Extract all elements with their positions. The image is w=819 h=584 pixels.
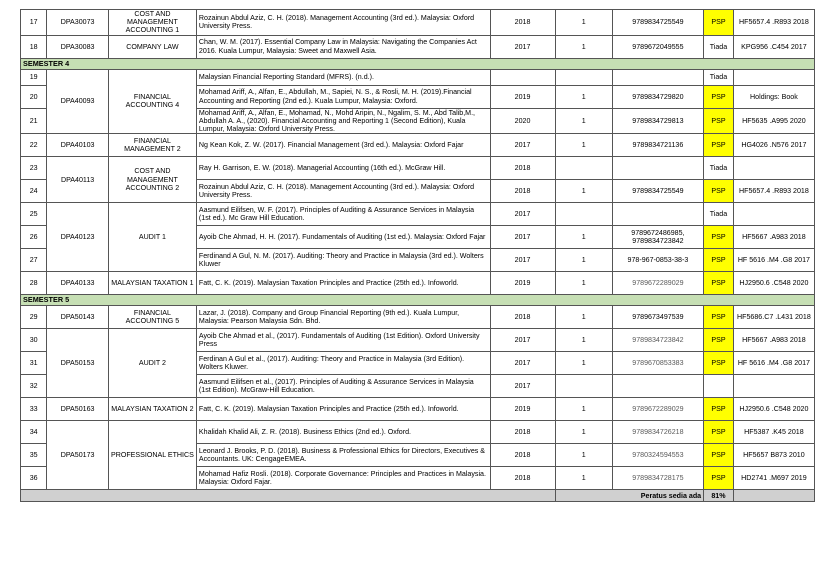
status-badge: PSP [704,444,734,467]
status-badge: PSP [704,226,734,249]
course-name: FINANCIAL ACCOUNTING 5 [108,306,196,329]
year: 2017 [490,226,555,249]
year: 2018 [490,306,555,329]
row-number: 25 [21,203,47,226]
status-badge: PSP [704,249,734,272]
isbn: 9789670853383 [612,352,703,375]
table-row [21,10,815,36]
course-name: MALAYSIAN TAXATION 1 [108,272,196,295]
course-code: DPA50173 [47,421,109,490]
row-number: 23 [21,157,47,180]
isbn: 9789834725549 [612,10,703,36]
row-number: 31 [21,352,47,375]
call-number [733,375,814,398]
table-row [21,398,815,421]
reference-text: Rozainun Abdul Aziz, C. H. (2018). Management Accounting (3rd ed.). Malaysia: Oxford University Press. [196,180,490,203]
year: 2017 [490,134,555,157]
quantity: 1 [555,272,612,295]
call-number: HD2741 .M697 2019 [733,467,814,490]
isbn: 9789834723842 [612,329,703,352]
course-code: DPA40113 [47,157,109,203]
reference-text: Ayoib Che Ahmad, H. H. (2017). Fundamentals of Auditing (1st ed.). Malaysia: Oxford Fajar [196,226,490,249]
status-badge: PSP [704,467,734,490]
call-number [733,203,814,226]
quantity [555,203,612,226]
call-number: HF5635 .A995 2020 [733,108,814,134]
isbn: 9789672289029 [612,398,703,421]
status-badge: Tiada [704,157,734,180]
isbn: 9789834725549 [612,180,703,203]
call-number [733,69,814,85]
call-number: HF5686.C7 .L431 2018 [733,306,814,329]
quantity: 1 [555,180,612,203]
reference-text: Fatt, C. K. (2019). Malaysian Taxation Principles and Practice (25th ed.). Infoworld. [196,398,490,421]
course-name: COST AND MANAGEMENT ACCOUNTING 1 [108,10,196,36]
row-number: 26 [21,226,47,249]
quantity: 1 [555,329,612,352]
row-number: 24 [21,180,47,203]
row-number: 20 [21,85,47,108]
year: 2018 [490,467,555,490]
call-number [733,157,814,180]
call-number: KPG956 .C454 2017 [733,35,814,58]
call-number: HF5387 .K45 2018 [733,421,814,444]
status-badge: PSP [704,398,734,421]
reference-text: Ayoib Che Ahmad et al., (2017). Fundamentals of Auditing (1st Edition). Oxford University Press [196,329,490,352]
availability-label: Peratus sedia ada [555,490,704,502]
call-number: HG4026 .N576 2017 [733,134,814,157]
isbn: 9789834729820 [612,85,703,108]
quantity [555,157,612,180]
isbn: 9789834729813 [612,108,703,134]
course-name: MALAYSIAN TAXATION 2 [108,398,196,421]
status-badge: Tiada [704,35,734,58]
course-name: FINANCIAL ACCOUNTING 4 [108,69,196,134]
reference-text: Aasmund Eilifsen et al., (2017). Principles of Auditing & Assurance Services in Malaysia (1st Edition). McGraw-Hill Education. [196,375,490,398]
isbn: 9789672486985, 9789834723842 [612,226,703,249]
status-badge: PSP [704,10,734,36]
row-number: 19 [21,69,47,85]
row-number: 29 [21,306,47,329]
year: 2018 [490,180,555,203]
table-row [21,69,815,85]
year: 2018 [490,10,555,36]
row-number: 21 [21,108,47,134]
semester-header [21,295,815,306]
quantity: 1 [555,10,612,36]
course-name: FINANCIAL MANAGEMENT 2 [108,134,196,157]
status-badge: PSP [704,329,734,352]
row-number: 30 [21,329,47,352]
isbn: 9789672049555 [612,35,703,58]
row-number: 28 [21,272,47,295]
reference-table [20,9,815,502]
row-number: 17 [21,10,47,36]
quantity: 1 [555,352,612,375]
isbn: 978-967-0853-38-3 [612,249,703,272]
row-number: 34 [21,421,47,444]
table-row [21,329,815,352]
row-number: 33 [21,398,47,421]
semester-label: SEMESTER 4 [21,58,815,69]
status-badge: PSP [704,352,734,375]
course-name: PROFESSIONAL ETHICS [108,421,196,490]
availability-value: 81% [704,490,734,502]
footer-blank [733,490,814,502]
status-badge: PSP [704,180,734,203]
table-row [21,157,815,180]
status-badge: PSP [704,134,734,157]
status-badge [704,375,734,398]
year: 2017 [490,35,555,58]
status-badge: PSP [704,108,734,134]
isbn [612,203,703,226]
call-number: HF5657.4 .R893 2018 [733,180,814,203]
reference-text: Aasmund Eilifsen, W. F. (2017). Principles of Auditing & Assurance Services in Malaysia (1st ed.). Mc Graw Hill Education. [196,203,490,226]
call-number: HF5657.4 .R893 2018 [733,10,814,36]
isbn: 9789834721136 [612,134,703,157]
row-number: 36 [21,467,47,490]
year: 2017 [490,375,555,398]
quantity: 1 [555,108,612,134]
reference-text: Ray H. Garrison, E. W. (2018). Managerial Accounting (16th ed.). McGraw Hill. [196,157,490,180]
status-badge: PSP [704,272,734,295]
reference-text: Mohamad Ariff, A., Alfan, E., Abdullah, M., Sapiei, N. S., & Rosli, M. H. (2019).Financial Accounting and Reporting (2nd ed.). Kuala Lumpur, Malaysia: Oxford. [196,85,490,108]
year: 2020 [490,108,555,134]
call-number: HJ2950.6 .C548 2020 [733,272,814,295]
year: 2019 [490,398,555,421]
status-badge: Tiada [704,69,734,85]
status-badge: PSP [704,85,734,108]
course-code: DPA50163 [47,398,109,421]
course-code: DPA40133 [47,272,109,295]
course-code: DPA40093 [47,69,109,134]
year: 2018 [490,421,555,444]
course-code: DPA30073 [47,10,109,36]
table-row [21,421,815,444]
isbn [612,157,703,180]
isbn [612,69,703,85]
footer-row [21,490,815,502]
reference-text: Lazar, J. (2018). Company and Group Financial Reporting (9th ed.). Kuala Lumpur, Malaysia: Pearson Malaysia Sdn. Bhd. [196,306,490,329]
reference-text: Malaysian Financial Reporting Standard (MFRS). (n.d.). [196,69,490,85]
call-number: HF5657 B873 2010 [733,444,814,467]
course-name: COST AND MANAGEMENT ACCOUNTING 2 [108,157,196,203]
year [490,69,555,85]
row-number: 32 [21,375,47,398]
isbn: 9789834726218 [612,421,703,444]
row-number: 18 [21,35,47,58]
call-number: HF 5616 .M4 .G8 2017 [733,352,814,375]
reference-text: Ferdinand A Gul, N. M. (2017). Auditing: Theory and Practice in Malaysia (3rd ed.). Wolters Kluwer [196,249,490,272]
year: 2017 [490,329,555,352]
year: 2017 [490,203,555,226]
isbn: 9789834728175 [612,467,703,490]
reference-text: Leonard J. Brooks, P. D. (2018). Business & Professional Ethics for Directors, Executives & Accountants. UK: CengageEMEA. [196,444,490,467]
reference-text: Ferdinan A Gul et al., (2017). Auditing: Theory and Practice in Malaysia (3rd Edition). Wolters Kluwer. [196,352,490,375]
year: 2019 [490,272,555,295]
year: 2019 [490,85,555,108]
course-name: COMPANY LAW [108,35,196,58]
footer-blank [21,490,556,502]
quantity: 1 [555,421,612,444]
table-row [21,134,815,157]
quantity: 1 [555,306,612,329]
table-row [21,306,815,329]
quantity [555,375,612,398]
quantity: 1 [555,85,612,108]
quantity [555,69,612,85]
year: 2017 [490,249,555,272]
reference-text: Rozainun Abdul Aziz, C. H. (2018). Management Accounting (3rd ed.). Malaysia: Oxford University Press. [196,10,490,36]
status-badge: PSP [704,421,734,444]
quantity: 1 [555,467,612,490]
call-number: HF5667 .A983 2018 [733,226,814,249]
quantity: 1 [555,226,612,249]
reference-text: Mohamad Hafiz Rosli. (2018). Corporate Governance: Principles and Practices in Malaysia. Malaysia: Oxford Fajar. [196,467,490,490]
year: 2017 [490,352,555,375]
table-row [21,272,815,295]
table-row [21,35,815,58]
course-code: DPA50153 [47,329,109,398]
quantity: 1 [555,35,612,58]
year: 2018 [490,157,555,180]
table-row [21,203,815,226]
reference-text: Mohamad Ariff, A., Alfan, E., Mohamad, N., Mohd Aripin, N., Ngalim, S. M., Abd Talib,M., Abdullah A. A., (2020). Financial Accounting and Reporting 1 (Second Edition), Kuala Lumpur, Malaysia: Oxford University Press. [196,108,490,134]
course-code: DPA40123 [47,203,109,272]
course-code: DPA50143 [47,306,109,329]
isbn: 9789673497539 [612,306,703,329]
course-name: AUDIT 2 [108,329,196,398]
quantity: 1 [555,398,612,421]
call-number: HF5667 .A983 2018 [733,329,814,352]
isbn [612,375,703,398]
course-code: DPA40103 [47,134,109,157]
quantity: 1 [555,249,612,272]
status-badge: PSP [704,306,734,329]
quantity: 1 [555,134,612,157]
course-name: AUDIT 1 [108,203,196,272]
quantity: 1 [555,444,612,467]
row-number: 35 [21,444,47,467]
year: 2018 [490,444,555,467]
row-number: 22 [21,134,47,157]
row-number: 27 [21,249,47,272]
reference-text: Chan, W. M. (2017). Essential Company Law in Malaysia: Navigating the Companies Act 2016. Kuala Lumpur, Malaysia: Sweet and Maxwell Asia. [196,35,490,58]
call-number: HJ2950.6 .C548 2020 [733,398,814,421]
status-badge: Tiada [704,203,734,226]
semester-header [21,58,815,69]
isbn: 9789672289029 [612,272,703,295]
reference-text: Khalidah Khalid Ali, Z. R. (2018). Business Ethics (2nd ed.). Oxford. [196,421,490,444]
reference-text: Fatt, C. K. (2019). Malaysian Taxation Principles and Practice (25th ed.). Infoworld. [196,272,490,295]
call-number: Holdings: Book [733,85,814,108]
isbn: 9780324594553 [612,444,703,467]
semester-label: SEMESTER 5 [21,295,815,306]
reference-text: Ng Kean Kok, Z. W. (2017). Financial Management (3rd ed.). Malaysia: Oxford Fajar [196,134,490,157]
call-number: HF 5616 .M4 .G8 2017 [733,249,814,272]
course-code: DPA30083 [47,35,109,58]
